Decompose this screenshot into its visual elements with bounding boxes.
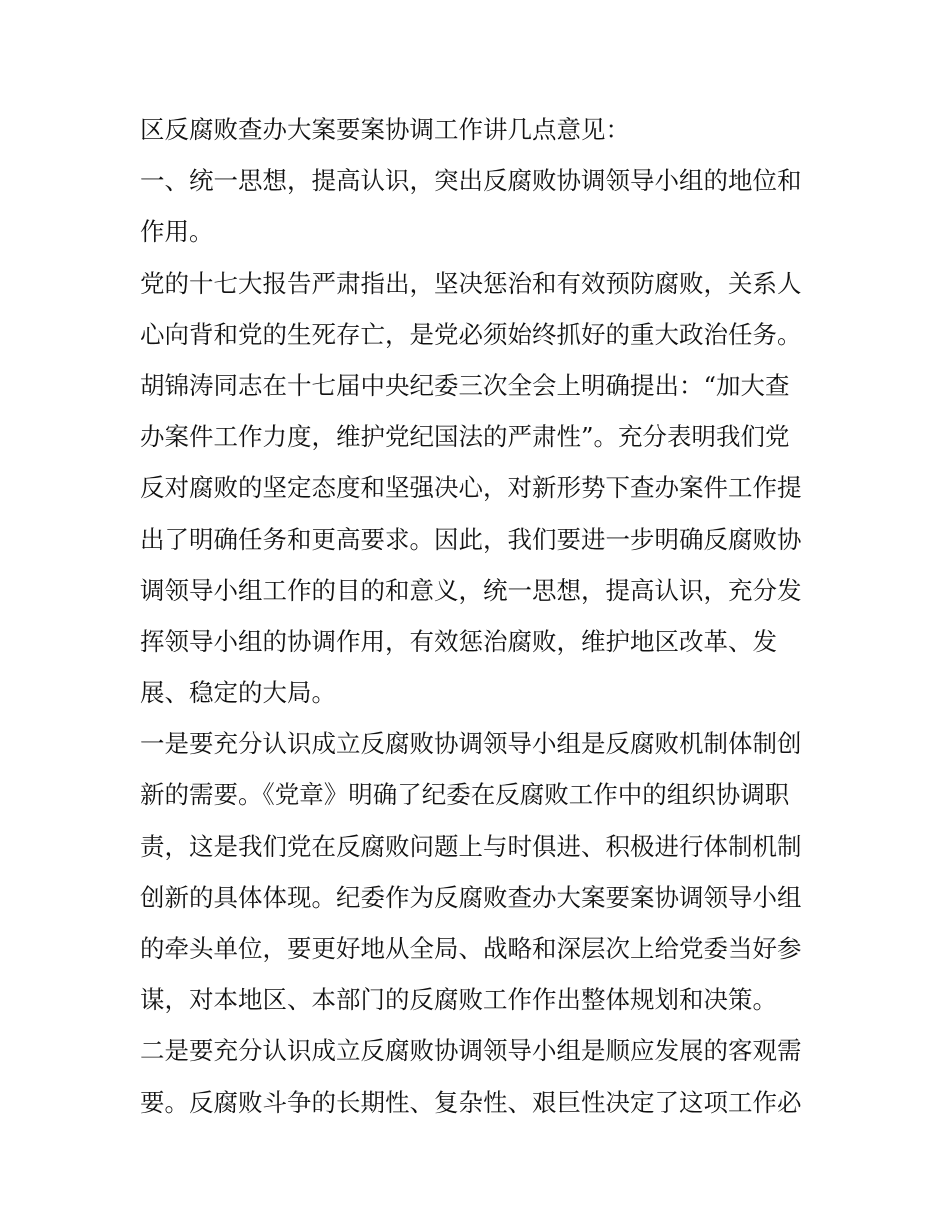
text-line-15: 责，这是我们党在反腐败问题上与时俱进、积极进行体制机制: [140, 831, 802, 861]
document-body: [140, 104, 812, 1128]
text-line-5: 心向背和党的生死存亡，是党必须始终抓好的重大政治任务。: [140, 319, 802, 349]
text-line-3: 作用。: [140, 217, 214, 247]
text-line-1: 区反腐败查办大案要案协调工作讲几点意见：: [140, 115, 630, 144]
text-line-10: 调领导小组工作的目的和意义，统一思想，提高认识，充分发: [140, 575, 802, 605]
text-line-20: 要。反腐败斗争的长期性、复杂性、艰巨性决定了这项工作必: [140, 1087, 802, 1117]
text-line-13: 一是要充分认识成立反腐败协调领导小组是反腐败机制体制创: [140, 729, 802, 759]
text-line-9: 出了明确任务和更高要求。因此，我们要进一步明确反腐败协: [140, 524, 802, 554]
text-line-19: 二是要充分认识成立反腐败协调领导小组是顺应发展的客观需: [140, 1036, 802, 1066]
text-line-2: 一、统一思想，提高认识，突出反腐败协调领导小组的地位和: [140, 166, 802, 196]
text-line-7: 办案件工作力度，维护党纪国法的严肃性”。充分表明我们党: [140, 422, 790, 452]
text-line-18: 谋，对本地区、本部门的反腐败工作作出整体规划和决策。: [140, 985, 777, 1015]
text-line-11: 挥领导小组的协调作用，有效惩治腐败，维护地区改革、发: [140, 626, 777, 656]
text-line-17: 的牵头单位，要更好地从全局、战略和深层次上给党委当好参: [140, 934, 802, 963]
text-line-4: 党的十七大报告严肃指出，坚决惩治和有效预防腐败，关系人: [140, 268, 802, 298]
text-line-6: 胡锦涛同志在十七届中央纪委三次全会上明确提出：“加大查: [140, 370, 790, 400]
text-line-16: 创新的具体体现。纪委作为反腐败查办大案要案协调领导小组: [140, 882, 802, 912]
text-line-12: 展、稳定的大局。: [140, 678, 336, 708]
text-line-14: 新的需要。《党章》明确了纪委在反腐败工作中的组织协调职: [140, 780, 790, 810]
text-line-8: 反对腐败的坚定态度和坚强决心，对新形势下查办案件工作提: [140, 473, 802, 503]
